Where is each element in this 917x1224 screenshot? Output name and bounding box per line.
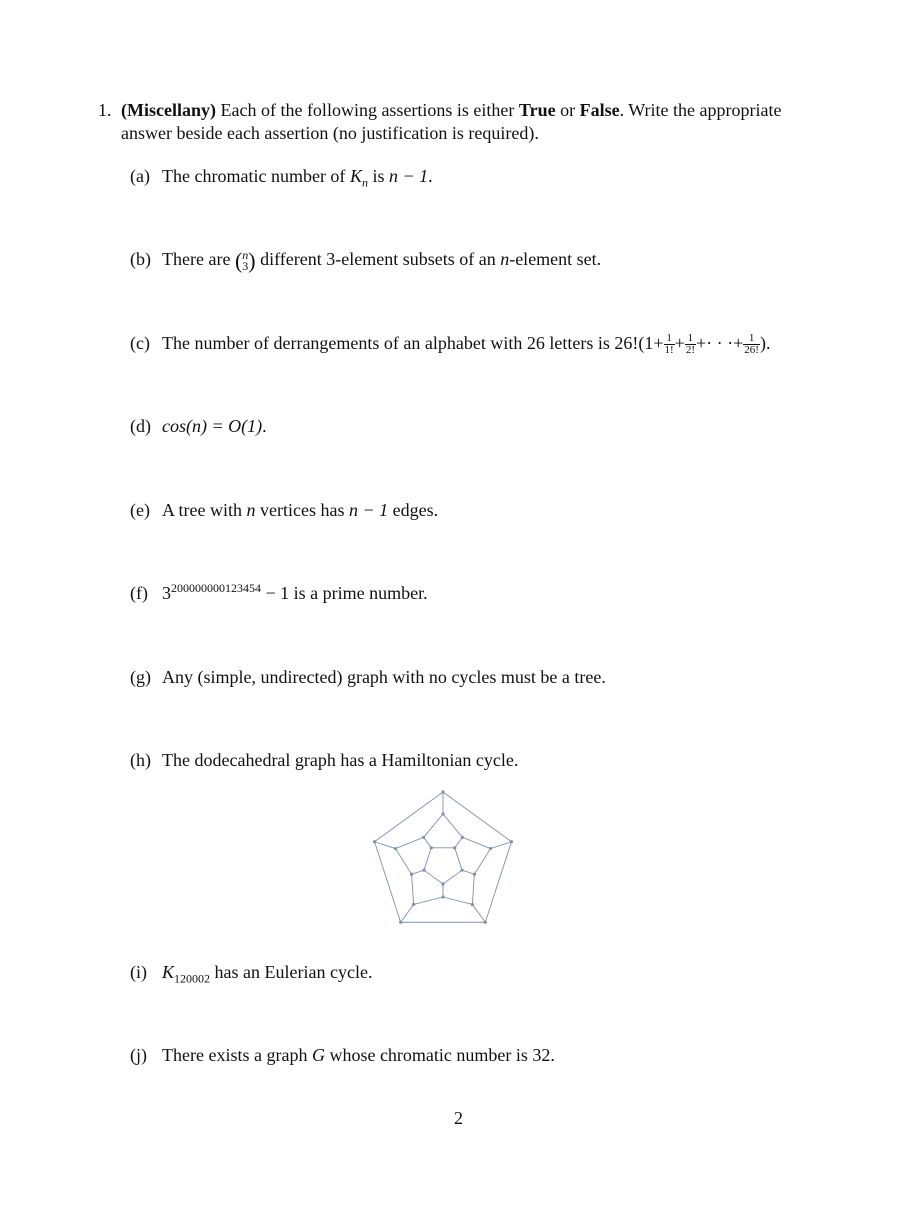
graph-vertex <box>441 882 444 885</box>
or-text: or <box>555 100 580 120</box>
assertion-a <box>130 165 433 190</box>
graph-vertex <box>441 790 444 793</box>
assertion-text: − 1 is a prime number. <box>261 583 428 603</box>
assertion-label: (e) <box>130 500 150 520</box>
fraction <box>743 333 760 356</box>
math-G: G <box>311 1045 325 1065</box>
math-base: 3 <box>162 583 171 603</box>
assertion-text: is <box>367 166 389 186</box>
assertion-text: Any (simple, undirected) graph with no cycles must be a tree. <box>162 667 606 687</box>
graph-edge <box>443 897 472 904</box>
math-expression: (n) = O(1) <box>186 416 263 436</box>
assertion-text: whose chromatic number is 32. <box>324 1045 555 1065</box>
assertion-e <box>130 499 438 521</box>
fraction-denominator: 1! <box>664 344 674 357</box>
graph-vertex <box>510 840 513 843</box>
fraction-numerator: 1 <box>685 333 696 345</box>
graph-edge <box>485 842 511 922</box>
graph-edge <box>424 848 431 870</box>
graph-edge <box>412 870 424 874</box>
fraction-denominator: 2! <box>685 344 695 357</box>
graph-vertex <box>489 847 492 850</box>
graph-edge <box>443 814 462 837</box>
graph-edge <box>424 814 443 837</box>
page-number: 2 <box>454 1108 463 1128</box>
math-n: n <box>500 249 510 269</box>
graph-vertex <box>430 846 433 849</box>
assertion-j <box>130 1044 555 1066</box>
graph-vertex <box>441 895 444 898</box>
graph-edges <box>375 792 512 922</box>
graph-vertex <box>399 921 402 924</box>
graph-edge <box>472 874 474 904</box>
false-word: False <box>579 100 620 120</box>
problem-intro <box>121 99 828 145</box>
graph-vertex <box>460 869 463 872</box>
assertion-label: (j) <box>130 1045 147 1065</box>
graph-edge <box>443 870 462 884</box>
assertion-text: . <box>428 166 433 186</box>
assertion-label: (g) <box>130 667 151 687</box>
assertion-text: A tree with <box>162 500 247 520</box>
graph-edge <box>455 848 462 870</box>
math-n: n <box>246 500 256 520</box>
assertion-c <box>130 332 770 356</box>
intro-text-1: Each of the following assertions is either <box>215 100 519 120</box>
assertion-label: (h) <box>130 750 151 770</box>
graph-vertex <box>373 840 376 843</box>
fraction-numerator: 1 <box>664 333 675 345</box>
graph-edge <box>474 849 490 875</box>
graph-vertex <box>453 846 456 849</box>
assertion-text: . <box>262 416 267 436</box>
graph-vertex <box>473 873 476 876</box>
assertion-text: vertices has <box>255 500 349 520</box>
graph-edge <box>462 837 490 848</box>
assertion-label: (d) <box>130 416 151 436</box>
assertion-text: There are <box>162 249 235 269</box>
graph-vertex <box>461 836 464 839</box>
problem-1 <box>98 99 828 145</box>
assertion-text: different 3-element subsets of an <box>255 249 501 269</box>
dodecahedral-graph <box>365 788 521 934</box>
fraction <box>685 333 696 356</box>
graph-edge <box>472 904 485 922</box>
binom-top: n <box>242 247 249 262</box>
assertion-label: (c) <box>130 333 150 353</box>
assertion-text: has an Eulerian cycle. <box>210 962 373 982</box>
fraction <box>664 333 675 356</box>
math-subscript: 120002 <box>174 971 211 986</box>
assertion-text: edges. <box>388 500 439 520</box>
assertion-i <box>130 961 373 986</box>
intro-text-2: . Write the appropriate answer beside each assertion (no justification is required). <box>121 100 782 143</box>
math-subscript: n <box>361 175 368 190</box>
math-exponent: 200000000123454 <box>171 581 261 595</box>
graph-edge <box>491 842 512 849</box>
graph-vertex <box>412 903 415 906</box>
ellipsis: +· · ·+ <box>696 333 744 353</box>
assertion-text: The number of derrangements of an alphabet with 26 letters is 26!(1+ <box>162 333 664 353</box>
graph-edge <box>412 874 414 904</box>
graph-vertex <box>484 921 487 924</box>
assertion-label: (f) <box>130 583 148 603</box>
assertion-b: (b) There are ( n 3 ) different 3-element subsets of an n-element set. <box>130 247 602 273</box>
graph-vertex <box>471 903 474 906</box>
assertion-g <box>130 666 606 688</box>
problem-number: 1. <box>98 100 112 120</box>
assertion-h <box>130 749 518 771</box>
graph-vertex <box>441 812 444 815</box>
math-K: K <box>349 166 362 186</box>
assertion-f <box>130 582 428 604</box>
graph-edge <box>375 792 443 842</box>
plus-sign: + <box>674 333 685 353</box>
graph-edge <box>375 842 401 922</box>
math-K: K <box>162 962 175 982</box>
fraction-denominator: 26! <box>744 344 759 357</box>
math-expression: n − 1 <box>388 166 429 186</box>
problem-heading: (Miscellany) <box>121 100 216 120</box>
graph-edge <box>424 837 432 848</box>
assertion-label: (b) <box>130 249 151 269</box>
assertion-d <box>130 415 267 437</box>
assertion-label: (i) <box>130 962 147 982</box>
assertion-text: There exists a graph <box>162 1045 312 1065</box>
graph-edge <box>395 849 411 875</box>
graph-edge <box>401 904 414 922</box>
assertion-text: The chromatic number of <box>162 166 350 186</box>
graph-edge <box>375 842 396 849</box>
math-expression: n − 1 <box>348 500 389 520</box>
graph-vertex <box>422 869 425 872</box>
graph-edge <box>462 870 474 874</box>
assertion-text: ). <box>759 333 771 353</box>
graph-vertex <box>410 873 413 876</box>
graph-vertex <box>394 847 397 850</box>
assertion-label: (a) <box>130 166 150 186</box>
binom-bottom: 3 <box>242 258 249 273</box>
true-word: True <box>518 100 556 120</box>
fraction-numerator: 1 <box>743 333 760 345</box>
assertion-text: -element set. <box>509 249 602 269</box>
math-cos: cos <box>162 416 186 436</box>
graph-edge <box>443 792 511 842</box>
graph-edge <box>424 870 443 884</box>
graph-edge <box>455 837 463 848</box>
graph-edge <box>414 897 443 904</box>
graph-edge <box>395 837 423 848</box>
assertion-text: The dodecahedral graph has a Hamiltonian cycle. <box>162 750 519 770</box>
graph-vertex <box>422 836 425 839</box>
